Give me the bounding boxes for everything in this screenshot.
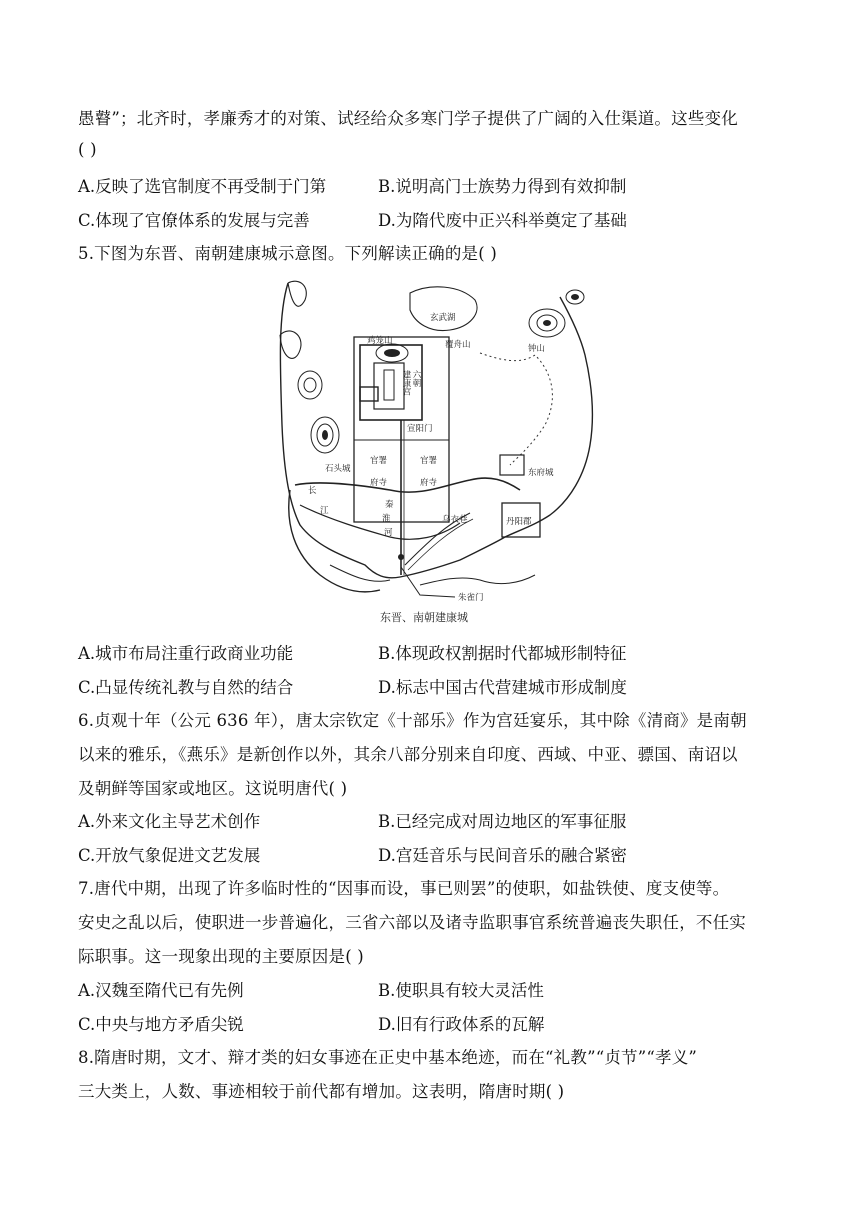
q4-stem-continuation: 愚瞽”；北齐时，孝廉秀才的对策、试经给众多寒门学子提供了广阔的入仕渠道。这些变化 — [78, 109, 738, 128]
map-caption: 东晋、南朝建康城 — [380, 611, 468, 624]
q4-option-a: A.反映了选官制度不再受制于门第 — [78, 177, 327, 196]
map-dotted-boundary — [480, 353, 552, 465]
q7-option-c: C.中央与地方矛盾尖锐 — [78, 1015, 244, 1034]
q7-option-a: A.汉魏至隋代已有先例 — [78, 981, 244, 1000]
map-dongfu-city — [500, 455, 524, 475]
map-label-xuanwuhu: 玄武湖 — [430, 313, 456, 323]
map-xuanwu-lake — [410, 287, 477, 331]
map-label-shitoucheng: 石头城 — [325, 464, 351, 474]
map-yangtze-river — [289, 490, 380, 592]
q6-option-a: A.外来文化主导艺术创作 — [78, 812, 261, 831]
map-label-qin: 秦 — [385, 500, 394, 510]
map-mountain-nw — [280, 281, 306, 358]
map-label-zhuquemen: 朱雀门 — [458, 593, 484, 603]
q5-option-d: D.标志中国古代营建城市形成制度 — [378, 678, 627, 697]
map-hill-west-2 — [298, 371, 322, 399]
map-label-he: 河 — [384, 528, 393, 538]
map-label-zhongshan: 钟山 — [528, 344, 546, 354]
q7-stem-line-1: 7.唐代中期，出现了许多临时性的“因事而设，事已则罢”的使职，如盐铁使、度支使等。 — [78, 879, 730, 898]
map-label-xuanyangmen: 宣阳门 — [407, 424, 433, 434]
q5-stem: 5.下图为东晋、南朝建康城示意图。下列解读正确的是( ) — [78, 244, 497, 263]
q6-stem-line-3: 及朝鲜等国家或地区。这说明唐代( ) — [78, 779, 348, 798]
map-label-fuzhoushan: 覆舟山 — [445, 340, 471, 350]
map-label-jilongshan: 鸡笼山 — [367, 336, 393, 346]
map-outer-outline — [280, 283, 592, 578]
map-label-chang: 长 — [308, 486, 317, 496]
map-label-guanshu-right: 官署 — [420, 456, 438, 466]
map-label-liuchao: 六朝 — [411, 370, 421, 387]
q4-option-d: D.为隋代废中正兴科举奠定了基础 — [378, 211, 627, 230]
map-label-jiankang: 建康宫 — [401, 370, 411, 396]
q6-stem-line-1: 6.贞观十年（公元 636 年），唐太宗钦定《十部乐》作为宫廷宴乐，其中除《清商》是南朝 — [78, 711, 747, 730]
map-qinhuai-river — [295, 478, 520, 492]
q8-stem-line-1: 8.隋唐时期，文才、辩才类的妇女事迹在正史中基本绝迹，而在“礼教”“贞节”“孝义” — [78, 1048, 698, 1067]
map-label-jiang: 江 — [320, 506, 329, 516]
q4-option-c: C.体现了官僚体系的发展与完善 — [78, 211, 310, 230]
q5-option-b: B.体现政权割据时代都城形制特征 — [378, 644, 627, 663]
q4-answer-paren: ( ) — [78, 140, 97, 159]
q5-option-a: A.城市布局注重行政商业功能 — [78, 644, 294, 663]
q7-stem-line-2: 安史之乱以后，使职进一步普遍化，三省六部以及诸寺监职事官系统普遍丧失职任，不任实 — [78, 913, 746, 932]
q6-option-b: B.已经完成对周边地区的军事征服 — [378, 812, 627, 831]
jiankang-city-map — [270, 275, 605, 625]
q7-stem-line-3: 际职事。这一现象出现的主要原因是( ) — [78, 947, 364, 966]
q8-stem-line-2: 三大类上，人数、事迹相较于前代都有增加。这表明，隋唐时期( ) — [78, 1082, 565, 1101]
q6-option-d: D.宫廷音乐与民间音乐的融合紧密 — [378, 846, 627, 865]
q6-stem-line-2: 以来的雅乐，《燕乐》是新创作以外，其余八部分别来自印度、西域、中亚、骠国、南诏以 — [78, 745, 738, 764]
map-label-dongfucheng: 东府城 — [528, 468, 554, 478]
q7-option-d: D.旧有行政体系的瓦解 — [378, 1015, 545, 1034]
map-label-guanshu-left: 官署 — [370, 456, 388, 466]
map-south-terrain — [330, 565, 535, 585]
q6-option-c: C.开放气象促进文艺发展 — [78, 846, 261, 865]
map-zhuque-gate-marker — [401, 567, 455, 597]
q7-option-b: B.使职具有较大灵活性 — [378, 981, 544, 1000]
map-label-wuyixiang: 乌衣巷 — [442, 515, 468, 525]
map-label-huai: 淮 — [382, 514, 391, 524]
map-label-danyangjun: 丹阳郡 — [506, 517, 532, 527]
map-label-fusi-left: 府寺 — [370, 478, 388, 488]
q4-option-b: B.说明高门士族势力得到有效抑制 — [378, 177, 627, 196]
q5-option-c: C.凸显传统礼教与自然的结合 — [78, 678, 294, 697]
map-label-fusi-right: 府寺 — [420, 478, 438, 488]
